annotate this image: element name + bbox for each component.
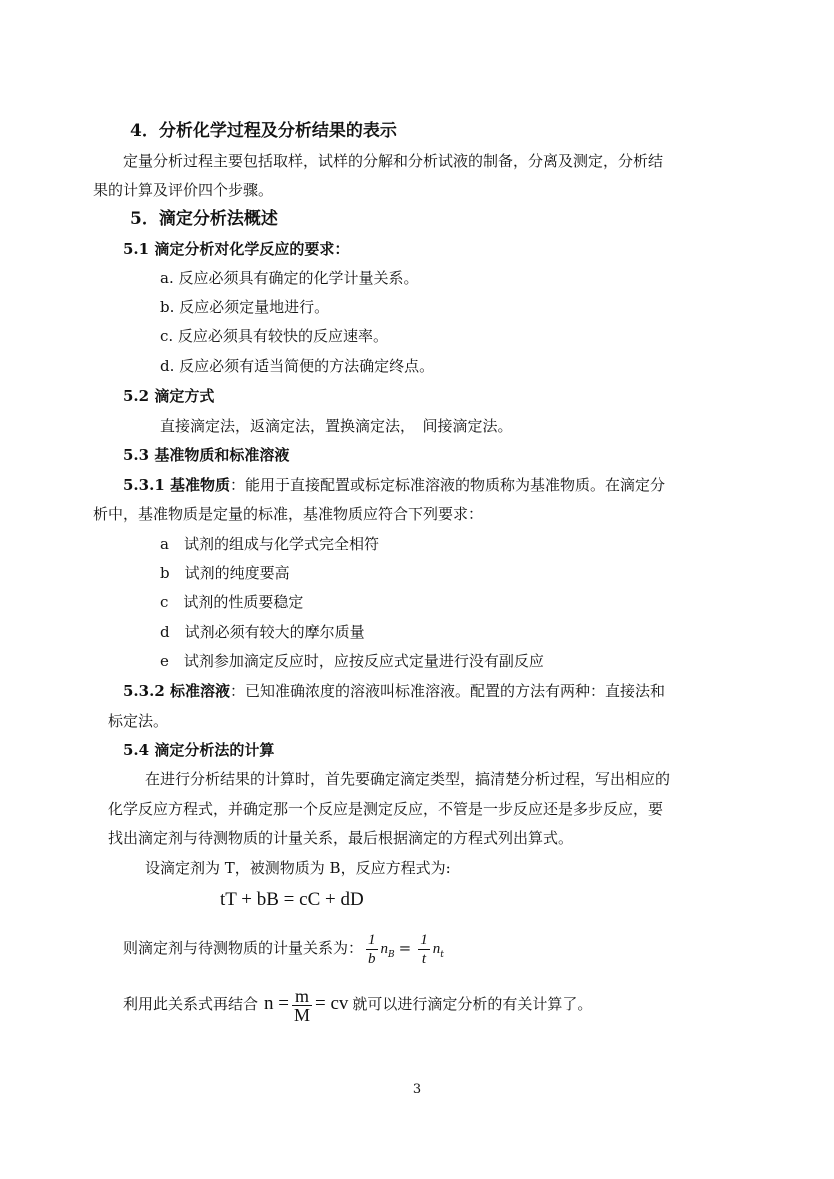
fraction-denominator: b (368, 950, 376, 967)
fraction-numerator: 1 (368, 931, 376, 948)
final-formula-line (123, 982, 592, 1026)
section-5-3-1-line-2: 析中，基准物质是定量的标准，基准物质应符合下列要求： (93, 505, 484, 523)
fraction-numerator: 1 (420, 931, 428, 948)
list-item: d. 反应必须有适当简便的方法确定终点。 (160, 357, 435, 375)
list-item: c 试剂的性质要稳定 (160, 593, 304, 611)
list-item: b. 反应必须定量地进行。 (160, 298, 330, 316)
section-5-3-heading: 5.3 基准物质和标准溶液 (123, 446, 290, 464)
section-5-2-heading: 5.2 滴定方式 (123, 387, 215, 405)
formula-lhs: n = (264, 993, 289, 1014)
list-item: a. 反应必须具有确定的化学计量关系。 (160, 269, 419, 287)
stoichiometric-relation-line (123, 926, 444, 977)
list-item: b 试剂的纯度要高 (160, 564, 290, 582)
setup-text: 设滴定剂为 T，被测物质为 B，反应方程式为: (145, 859, 451, 877)
page-number: 3 (412, 1082, 422, 1097)
list-item: d 试剂必须有较大的摩尔质量 (160, 623, 365, 641)
list-item: a 试剂的组成与化学式完全相符 (160, 535, 379, 553)
section-4-paragraph-line-2: 果的计算及评价四个步骤。 (93, 181, 274, 199)
final-prefix: 利用此关系式再结合 (123, 995, 259, 1013)
section-4-heading: 4．分析化学过程及分析结果的表示 (130, 121, 397, 141)
section-5-3-1-line-1 (123, 475, 665, 495)
section-5-4-heading: 5.4 滴定分析法的计算 (123, 741, 275, 759)
fraction-denominator: t (421, 950, 427, 967)
section-5-2-text: 直接滴定法，返滴定法，置换滴定法， 间接滴定法。 (160, 417, 513, 435)
fraction-denominator: M (293, 1004, 310, 1025)
section-5-heading: 5．滴定分析法概述 (130, 209, 278, 229)
fraction-1-over-b (366, 931, 378, 968)
section-4-paragraph-line-1: 定量分析过程主要包括取样，试样的分解和分析试液的制备，分离及测定，分析结 (123, 152, 664, 170)
variable-n: n (380, 941, 389, 957)
subscript-t: t (440, 950, 444, 960)
section-5-3-2-label: 5.3.2 标准溶液 (123, 682, 230, 700)
section-5-4-paragraph-line-1: 在进行分析结果的计算时，首先要确定滴定类型，搞清楚分析过程，写出相应的 (145, 770, 671, 788)
formula-rhs: = cv (315, 993, 349, 1014)
section-5-3-2-line-2: 标定法。 (108, 712, 169, 730)
variable-n: n (432, 941, 441, 957)
fraction-m-over-M (292, 987, 312, 1024)
reaction-equation: tT + bB = cC + dD (220, 889, 364, 910)
fraction-1-over-t (418, 931, 430, 968)
section-5-4-paragraph-line-2: 化学反应方程式，并确定那一个反应是测定反应，不管是一步反应还是多步反应，要 (108, 800, 664, 818)
section-5-4-paragraph-line-3: 找出滴定剂与待测物质的计量关系，最后根据滴定的方程式列出算式。 (108, 829, 574, 847)
final-suffix: 就可以进行滴定分析的有关计算了。 (352, 995, 593, 1013)
equals-sign: = (398, 939, 412, 957)
section-5-3-2-text: ：已知准确浓度的溶液叫标准溶液。配置的方法有两种：直接法和 (229, 682, 665, 700)
relation-prefix: 则滴定剂与待测物质的计量关系为： (123, 939, 364, 957)
subscript-b: B (388, 950, 395, 960)
list-item: e 试剂参加滴定反应时，应按反应式定量进行没有副反应 (160, 652, 544, 670)
list-item: c. 反应必须具有较快的反应速率。 (160, 327, 388, 345)
section-5-3-1-text: ：能用于直接配置或标定标准溶液的物质称为基准物质。在滴定分 (229, 476, 665, 494)
fraction-numerator: m (292, 987, 312, 1006)
section-5-1-heading: 5.1 滴定分析对化学反应的要求： (123, 240, 350, 258)
section-5-3-2-line-1 (123, 681, 665, 701)
section-5-3-1-label: 5.3.1 基准物质 (123, 476, 230, 494)
